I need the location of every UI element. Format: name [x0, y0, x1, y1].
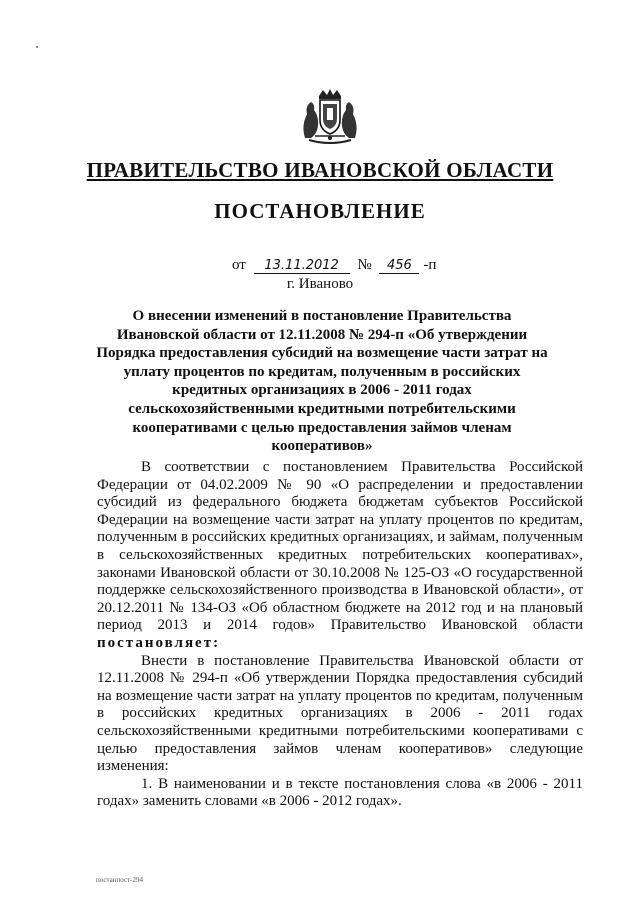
body-paragraph: Внести в постановление Правительства Ивановской области от 12.11.2008 № 294-п «Об утверждении Порядка предоставления субсидий на возмещение части затрат на уплату процентов по кредитам, полученным в российских кредитных организациях в 2006 - 2011 годах сельскохозяйственными кредитными потребительскими кооперативами с целью предоставления займов членам кооперативов» следующие изменения:: [97, 652, 583, 775]
body-paragraph: [97, 459, 583, 653]
document-type: ПОСТАНОВЛЕНИЕ: [214, 199, 426, 223]
paragraph-preamble: В соответствии с постановлением Правительства Российской Федерации от 04.02.2009 № 90 «О распределении и предоставлении субсидий из федерального бюджета бюджетам субъектов Российской Федерации на возмещение части затрат на уплату процентов по кредитам, полученным в российских кредитных организациях, и займам, полученным в сельскохозяйственных кредитных потребительских кооперативах», законами Ивановской области от 30.10.2008 № 125-ОЗ «О государственной поддержке сельскохозяйственного производства в Ивановской области», от 20.12.2011 № 134-ОЗ «Об областном бюджете на 2012 год и на плановый период 2013 и 2014 годов» Правительство Ивановской области: [97, 459, 583, 634]
footer-code: постанпост-294: [96, 876, 143, 884]
document-body: [97, 459, 583, 811]
organization-title: ПРАВИТЕЛЬСТВО ИВАНОВСКОЙ ОБЛАСТИ: [86, 158, 554, 182]
city: г. Иваново: [286, 276, 354, 292]
document-subject: О внесении изменений в постановление Правительства Ивановской области от 12.11.2008 № 294-п «Об утверждении Порядка предоставления субсидий на возмещение части затрат на уплату процентов по кредитам, полученным в российских кредитных организациях в 2006 - 2011 годах сельскохозяйственными кредитными потребительскими кооперативами с целью предоставления займов членам кооперативов»: [96, 308, 548, 455]
decree-word: постановляет:: [97, 634, 221, 651]
number-prefix: №: [357, 257, 372, 273]
number-suffix: -п: [423, 257, 437, 273]
date-number-line: [232, 257, 436, 274]
coat-of-arms-icon: [297, 88, 363, 144]
scan-mark: [36, 46, 38, 48]
document-date: 13.11.2012: [254, 259, 350, 274]
body-paragraph: 1. В наименовании и в тексте постановления слова «в 2006 - 2011 годах» заменить словами «в 2006 - 2012 годах».: [97, 775, 583, 810]
date-prefix: от: [232, 257, 246, 273]
document-number: 456: [379, 259, 419, 274]
